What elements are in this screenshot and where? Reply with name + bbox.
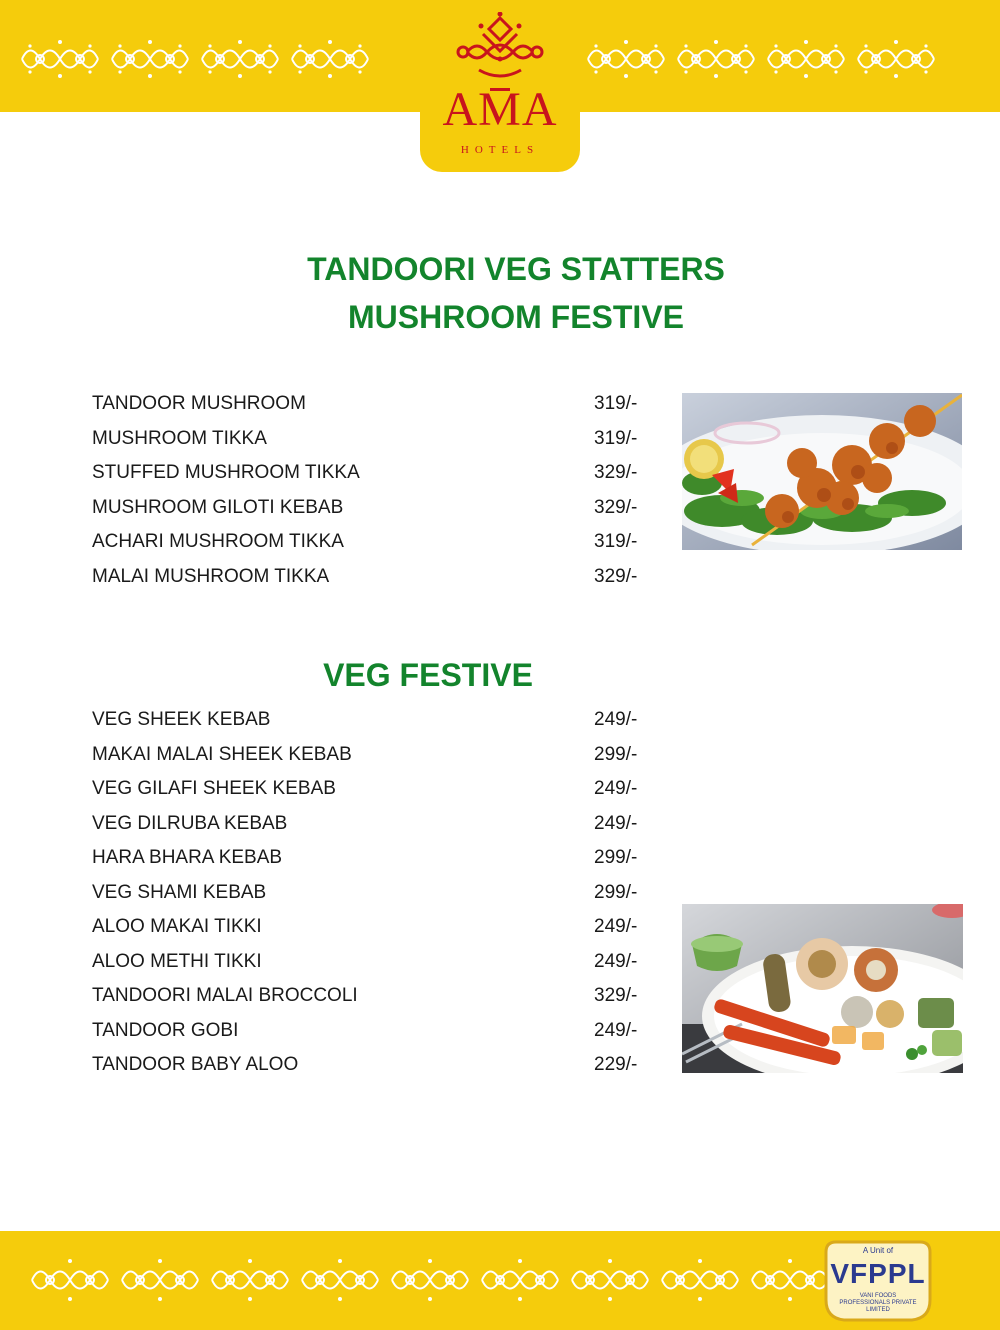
item-name: VEG DILRUBA KEBAB: [92, 812, 288, 834]
menu-item: [92, 1019, 652, 1054]
kolam-motif-icon: [478, 1253, 562, 1307]
item-price: 329/-: [594, 462, 638, 483]
kolam-motif-icon: [118, 1253, 202, 1307]
kolam-motif-icon: [854, 34, 938, 84]
section-title-tandoori: TANDOORI VEG STATTERS: [307, 251, 725, 287]
kolam-motif-icon: [108, 34, 192, 84]
vfppl-badge: [822, 1238, 934, 1324]
kolam-motif-icon: [388, 1253, 472, 1307]
item-price: 249/-: [594, 1019, 638, 1041]
logo-wordmark: AMA: [442, 83, 558, 136]
item-price: 249/-: [594, 950, 638, 972]
kolam-motif-icon: [198, 34, 282, 84]
kolam-motif-icon: [674, 34, 758, 84]
kolam-motif-icon: [28, 1253, 112, 1307]
veg-kebab-platter-photo: [682, 904, 963, 1073]
menu-item: [92, 461, 652, 496]
kolam-motif-icon: [208, 1253, 292, 1307]
item-name: ACHARI MUSHROOM TIKKA: [92, 531, 344, 552]
mushroom-tikka-photo: [682, 393, 962, 550]
item-name: MAKAI MALAI SHEEK KEBAB: [92, 743, 352, 765]
item-name: TANDOOR BABY ALOO: [92, 1054, 299, 1075]
item-price: 229/-: [594, 1054, 638, 1075]
item-price: 299/-: [594, 847, 638, 868]
menu-item: [92, 881, 652, 916]
item-price: 299/-: [594, 743, 638, 765]
menu-item: [92, 427, 652, 462]
kolam-motif-icon: [18, 34, 102, 84]
badge-full-name: VANI FOODS PROFESSIONALS PRIVATE LIMITED: [839, 1293, 917, 1313]
item-price: 249/-: [594, 916, 638, 937]
kolam-motif-icon: [658, 1253, 742, 1307]
menu-item: [92, 777, 652, 812]
item-price: 329/-: [594, 496, 638, 518]
item-price: 329/-: [594, 565, 638, 587]
menu-item: [92, 708, 652, 743]
menu-item: [92, 565, 652, 600]
menu-item: [92, 392, 652, 427]
item-name: MALAI MUSHROOM TIKKA: [92, 565, 330, 587]
menu-item: [92, 950, 652, 985]
item-name: HARA BHARA KEBAB: [92, 847, 283, 868]
menu-item: [92, 915, 652, 950]
item-name: ALOO METHI TIKKI: [92, 950, 262, 972]
item-price: 319/-: [594, 427, 638, 449]
item-name: MUSHROOM GILOTI KEBAB: [92, 496, 344, 518]
badge-name: VFPPL: [830, 1258, 926, 1289]
ama-hotels-logo: [420, 0, 580, 172]
item-name: VEG SHEEK KEBAB: [92, 709, 271, 730]
menu-item: [92, 743, 652, 778]
menu-item: [92, 846, 652, 881]
item-name: VEG GILAFI SHEEK KEBAB: [92, 778, 336, 799]
kolam-pattern-footer: [28, 1253, 832, 1307]
section-title-veg-festive: VEG FESTIVE: [323, 657, 533, 693]
kolam-motif-icon: [584, 34, 668, 84]
item-name: TANDOORI MALAI BROCCOLI: [92, 985, 358, 1006]
item-price: 299/-: [594, 881, 638, 903]
veg-menu-list: [92, 708, 652, 1088]
item-price: 249/-: [594, 778, 638, 799]
item-name: STUFFED MUSHROOM TIKKA: [92, 462, 360, 483]
item-name: TANDOOR MUSHROOM: [92, 393, 306, 414]
kolam-motif-icon: [764, 34, 848, 84]
kolam-motif-icon: [298, 1253, 382, 1307]
kolam-motif-icon: [748, 1253, 832, 1307]
item-price: 319/-: [594, 531, 638, 552]
item-price: 249/-: [594, 812, 638, 834]
logo-subtitle: HOTELS: [460, 144, 540, 156]
section-title-mushroom: MUSHROOM FESTIVE: [347, 299, 684, 335]
ama-crest-icon: [453, 12, 547, 84]
menu-item: [92, 530, 652, 565]
menu-item: [92, 984, 652, 1019]
kolam-pattern-left: [18, 34, 372, 84]
menu-item: [92, 496, 652, 531]
item-price: 329/-: [594, 985, 638, 1006]
item-name: MUSHROOM TIKKA: [92, 427, 267, 449]
menu-item: [92, 812, 652, 847]
mushroom-menu-list: [92, 392, 652, 599]
item-name: TANDOOR GOBI: [92, 1019, 239, 1041]
kolam-motif-icon: [288, 34, 372, 84]
item-price: 249/-: [594, 709, 638, 730]
menu-item: [92, 1053, 652, 1088]
item-price: 319/-: [594, 393, 638, 414]
badge-unit-text: A Unit of: [862, 1246, 894, 1255]
kolam-pattern-right: [584, 34, 938, 84]
item-name: VEG SHAMI KEBAB: [92, 881, 267, 903]
kolam-motif-icon: [568, 1253, 652, 1307]
item-name: ALOO MAKAI TIKKI: [92, 916, 262, 937]
